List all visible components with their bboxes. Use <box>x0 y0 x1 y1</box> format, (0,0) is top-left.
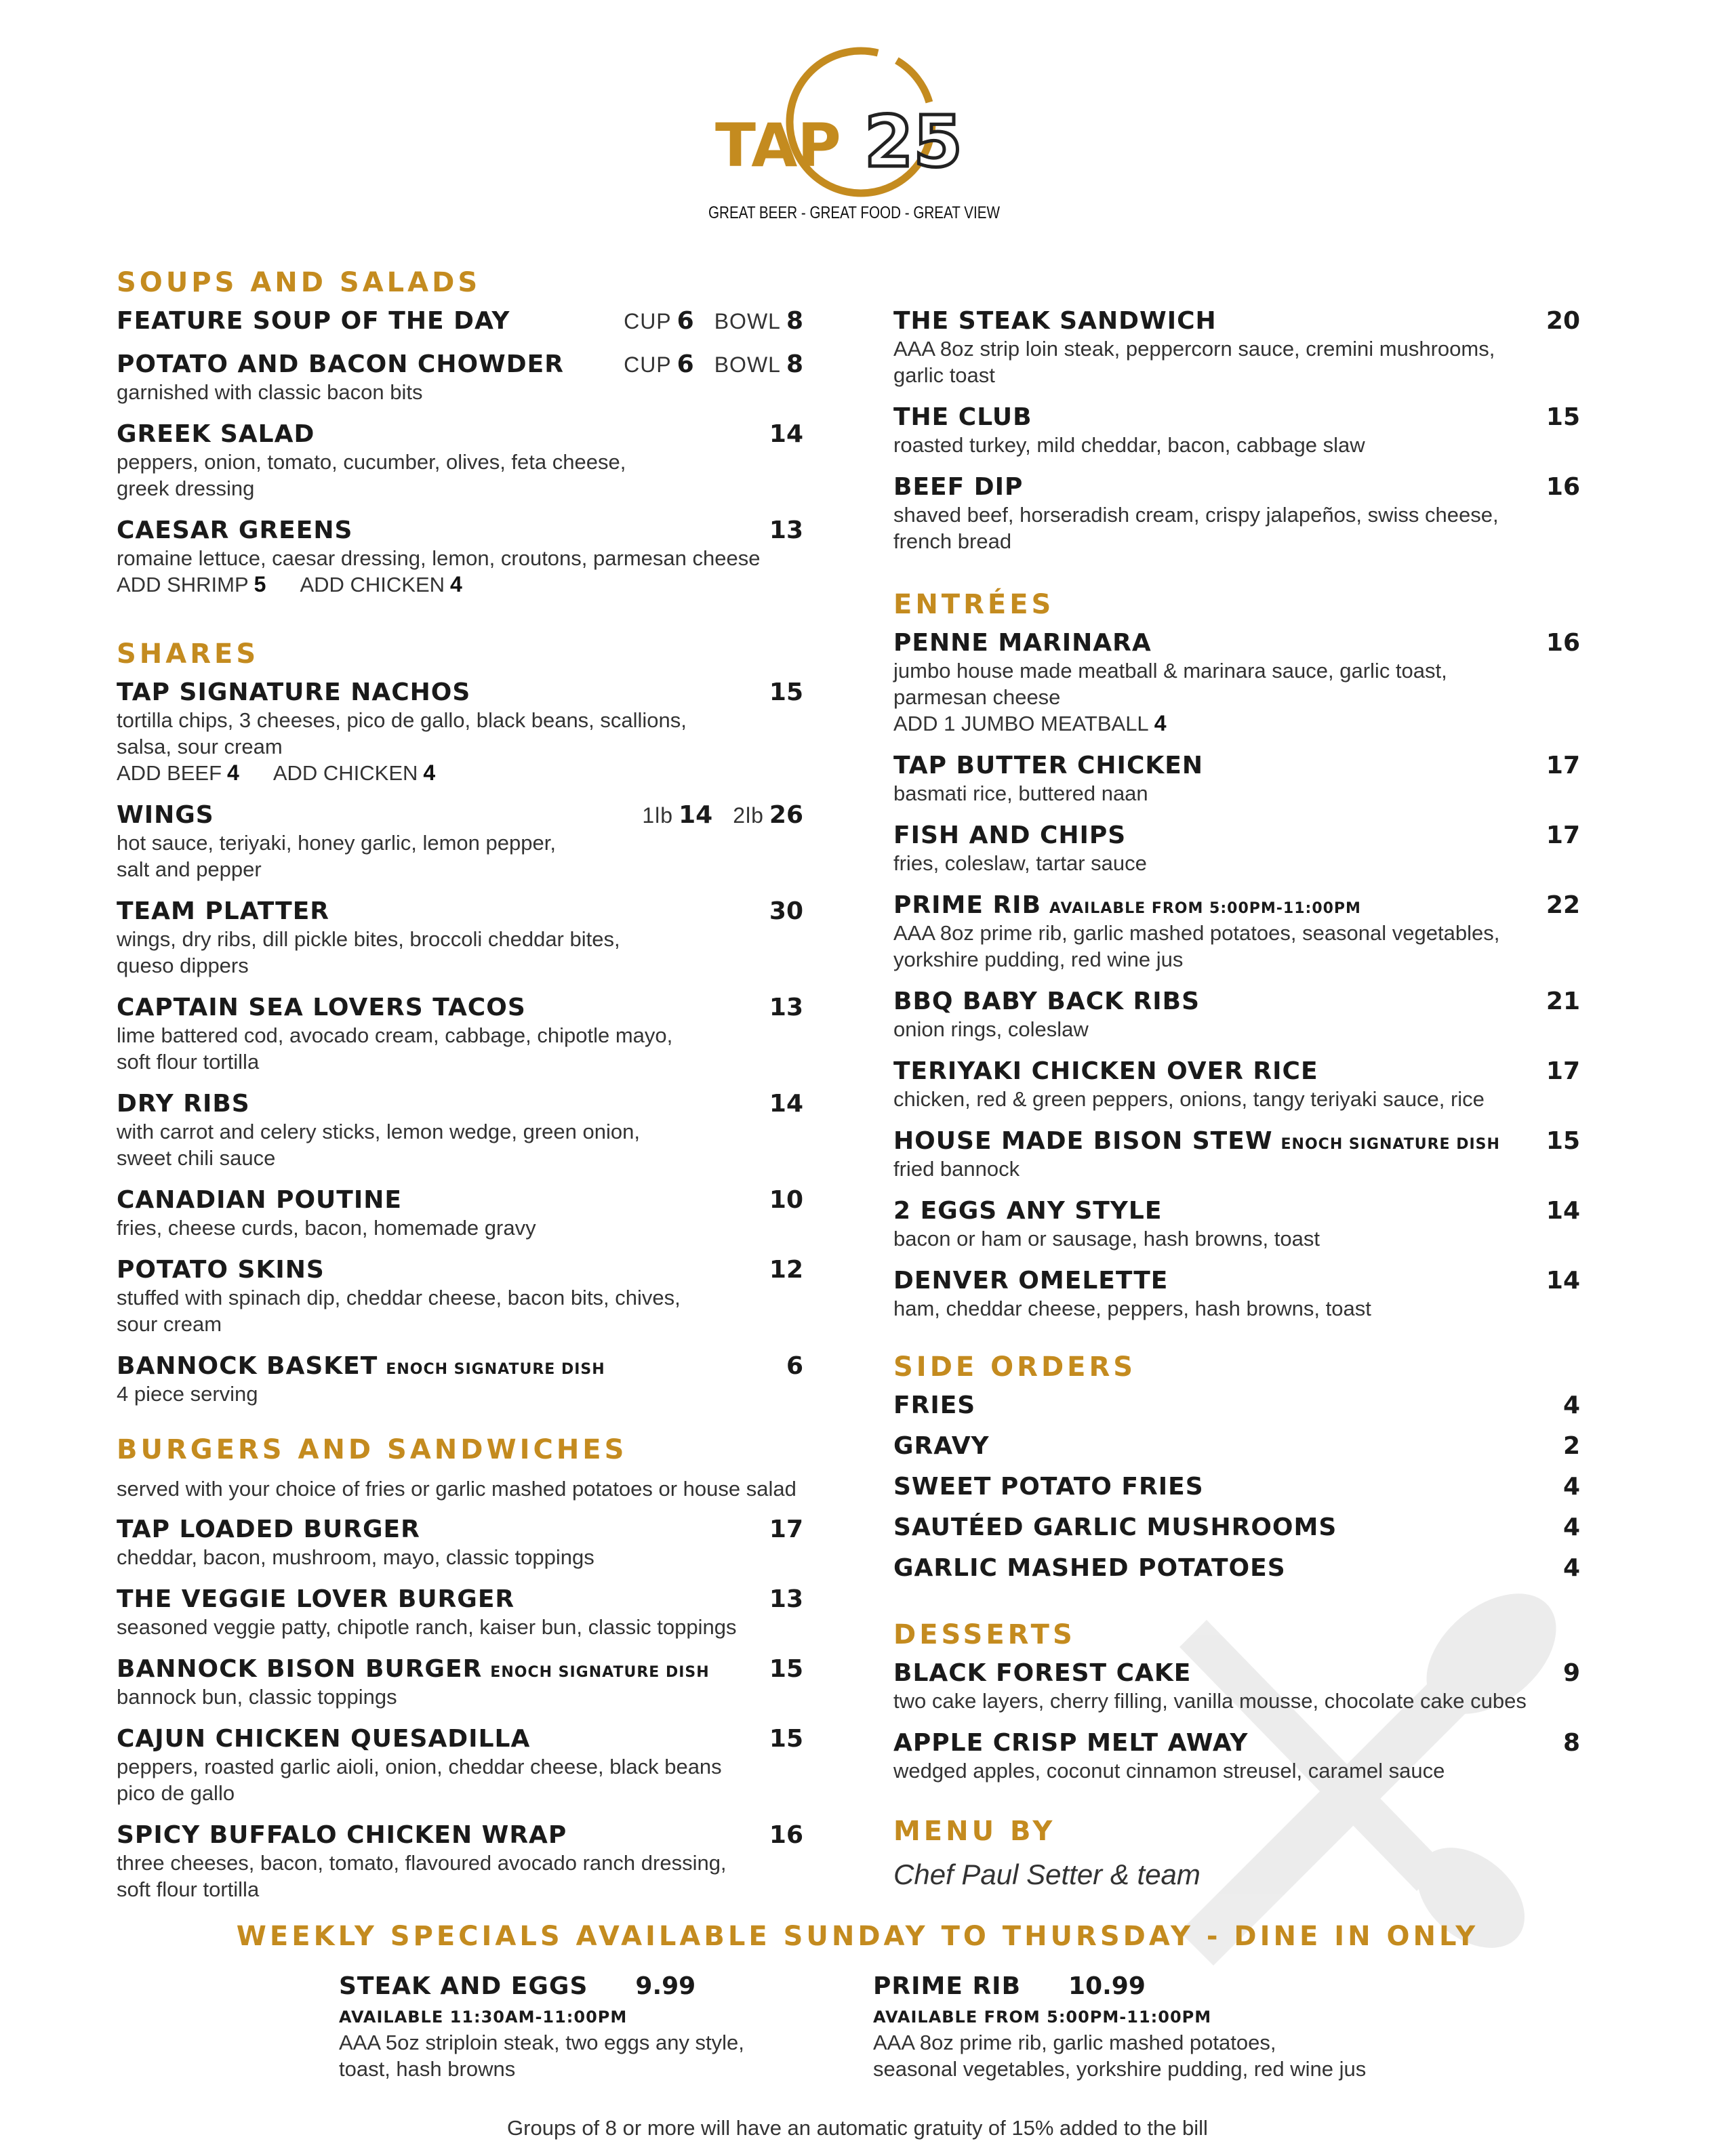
menu-item <box>893 821 1580 876</box>
menu-by-heading: MENU BY <box>893 1816 1056 1847</box>
menu-item-header <box>117 420 803 449</box>
menu-item-title <box>893 1391 975 1419</box>
menu-item-header <box>893 403 1580 432</box>
menu-item-price: 17 <box>1546 821 1580 849</box>
menu-item-description: three cheeses, bacon, tomato, flavoured avocado ranch dressing, <box>117 1851 727 1875</box>
addon-price: 5 <box>254 572 266 596</box>
menu-item-title <box>117 994 526 1021</box>
menu-item-name: CAPTAIN SEA LOVERS TACOS <box>117 994 526 1021</box>
logo-tagline: GREAT BEER - GREAT FOOD - GREAT VIEW <box>708 203 1001 222</box>
menu-item-title <box>117 1725 530 1753</box>
price-size-label: 2lb <box>733 803 764 828</box>
menu-item-description: garlic toast <box>893 363 995 387</box>
special-prime-rib <box>873 1972 1402 2082</box>
menu-item-price: 8 <box>1562 1729 1580 1757</box>
special-name: STEAK AND EGGS <box>339 1972 588 2000</box>
menu-item-price <box>624 307 803 335</box>
section-heading: SOUPS AND SALADS <box>117 267 481 298</box>
menu-item-header <box>893 1729 1580 1757</box>
addon-label: ADD CHICKEN <box>273 761 418 785</box>
menu-item-title <box>893 752 1203 779</box>
menu-item <box>893 1057 1580 1112</box>
menu-item-name: SAUTÉED GARLIC MUSHROOMS <box>893 1513 1337 1541</box>
menu-item <box>893 1729 1580 1784</box>
addon-price: 4 <box>1154 711 1167 735</box>
menu-item-description: lime battered cod, avocado cream, cabbage, chipotle mayo, <box>117 1023 673 1047</box>
menu-item-description: hot sauce, teriyaki, honey garlic, lemon pepper, <box>117 831 556 855</box>
menu-item <box>117 1725 803 1806</box>
menu-item-title <box>117 678 470 706</box>
menu-item-title <box>893 1197 1162 1225</box>
menu-item-title <box>893 1432 990 1460</box>
price-size-label: 1lb <box>642 803 674 828</box>
menu-item-description: yorkshire pudding, red wine jus <box>893 948 1184 971</box>
menu-item-price: 14 <box>769 420 803 448</box>
menu-item-name: APPLE CRISP MELT AWAY <box>893 1729 1249 1757</box>
menu-item-description: seasoned veggie patty, chipotle ranch, kaiser bun, classic toppings <box>117 1615 737 1639</box>
menu-item-header <box>117 1352 803 1381</box>
menu-item-description: french bread <box>893 529 1012 553</box>
menu-item-header <box>117 1256 803 1284</box>
menu-item <box>117 1516 803 1570</box>
menu-item-description: queso dippers <box>117 954 249 977</box>
menu-item-price: 17 <box>1546 752 1580 779</box>
menu-item-price: 21 <box>1546 988 1580 1015</box>
special-price: 10.99 <box>1068 1972 1146 2000</box>
menu-item-name: PENNE MARINARA <box>893 629 1152 657</box>
menu-item <box>893 1391 1580 1420</box>
addon-price: 4 <box>423 760 436 785</box>
menu-item <box>117 678 803 786</box>
section-desserts <box>893 1620 1580 1799</box>
menu-item-name: CANADIAN POUTINE <box>117 1186 402 1214</box>
menu-item-price: 14 <box>769 1090 803 1118</box>
menu-item-description: peppers, onion, tomato, cucumber, olives, feta cheese, <box>117 450 626 474</box>
menu-item-name: CAESAR GREENS <box>117 516 353 544</box>
menu-item-title <box>893 1127 1500 1155</box>
menu-item <box>117 994 803 1075</box>
menu-item-tag: ENOCH SIGNATURE DISH <box>386 1361 605 1378</box>
menu-item-name: BEEF DIP <box>893 473 1024 501</box>
section-heading: DESSERTS <box>893 1619 1076 1650</box>
menu-item-title <box>117 1090 250 1118</box>
menu-item-header <box>893 629 1580 657</box>
menu-item-header <box>893 821 1580 850</box>
menu-item-name: TAP SIGNATURE NACHOS <box>117 678 471 706</box>
menu-item-name: HOUSE MADE BISON STEW <box>893 1127 1273 1155</box>
menu-item-header <box>893 752 1580 780</box>
menu-item <box>117 1821 803 1903</box>
section-heading: SHARES <box>117 638 260 670</box>
menu-item-description: roasted turkey, mild cheddar, bacon, cabbage slaw <box>893 433 1365 457</box>
menu-item-name: TAP LOADED BURGER <box>117 1516 420 1543</box>
menu-item-description: pico de gallo <box>117 1781 235 1805</box>
menu-item <box>117 307 803 335</box>
menu-item <box>893 1473 1580 1501</box>
menu-item <box>893 1197 1580 1252</box>
menu-item <box>117 350 803 405</box>
menu-item-name: FEATURE SOUP OF THE DAY <box>117 307 510 335</box>
menu-item-title <box>117 1256 325 1284</box>
price-value: 8 <box>786 307 803 335</box>
menu-item-name: CAJUN CHICKEN QUESADILLA <box>117 1725 531 1753</box>
menu-item-title <box>117 1352 605 1380</box>
menu-item-tag: AVAILABLE FROM 5:00PM-11:00PM <box>1049 900 1361 917</box>
menu-item-price: 17 <box>769 1516 803 1543</box>
menu-item <box>117 1090 803 1171</box>
menu-item-description: salsa, sour cream <box>117 735 283 758</box>
section-heading: BURGERS AND SANDWICHES <box>117 1434 628 1465</box>
menu-item-description: bannock bun, classic toppings <box>117 1685 397 1709</box>
menu-item-header <box>117 1090 803 1118</box>
menu-item-name: FISH AND CHIPS <box>893 821 1127 849</box>
menu-item-title <box>117 801 214 829</box>
special-desc: AAA 8oz prime rib, garlic mashed potatoes, <box>873 2031 1276 2054</box>
menu-item-price: 9 <box>1562 1659 1580 1687</box>
menu-item <box>117 516 803 598</box>
price-size-label: CUP <box>624 352 672 377</box>
menu-item-header <box>117 350 803 379</box>
menu-item-description: AAA 8oz prime rib, garlic mashed potatoes, seasonal vegetables, <box>893 921 1500 945</box>
menu-item-name: POTATO AND BACON CHOWDER <box>117 350 564 378</box>
logo-number: 25 <box>864 100 963 183</box>
menu-item-description: jumbo house made meatball & marinara sauce, garlic toast, <box>893 659 1447 683</box>
chef-credit: Chef Paul Setter & team <box>893 1858 1200 1890</box>
menu-item-addons <box>893 710 1580 737</box>
menu-item-price: 15 <box>1546 1127 1580 1155</box>
menu-item-title <box>893 891 1361 919</box>
menu-item-price: 13 <box>769 994 803 1021</box>
special-availability: AVAILABLE FROM 5:00PM-11:00PM <box>873 2008 1212 2027</box>
menu-item-name: THE VEGGIE LOVER BURGER <box>117 1585 515 1613</box>
menu-item-title <box>893 307 1217 335</box>
menu-item-header <box>117 1821 803 1850</box>
menu-item-price: 4 <box>1562 1391 1580 1419</box>
menu-item-name: SPICY BUFFALO CHICKEN WRAP <box>117 1821 567 1849</box>
menu-item-description: two cake layers, cherry filling, vanilla mousse, chocolate cake cubes <box>893 1689 1527 1713</box>
menu-item-header <box>893 1513 1580 1542</box>
menu-item-price <box>624 350 803 378</box>
menu-item-price: 15 <box>769 1725 803 1753</box>
menu-item-description: soft flour tortilla <box>117 1050 260 1074</box>
menu-item-price <box>642 801 803 829</box>
menu-item-addons <box>117 760 803 786</box>
section-heading: ENTRÉES <box>893 589 1055 620</box>
menu-item-name: BANNOCK BISON BURGER <box>117 1655 483 1683</box>
menu-item-name: 2 EGGS ANY STYLE <box>893 1197 1163 1225</box>
menu-item-title <box>117 350 564 378</box>
menu-item-name: GRAVY <box>893 1432 990 1460</box>
special-name: PRIME RIB <box>873 1972 1022 2000</box>
menu-item-title <box>893 1729 1248 1757</box>
price-value: 8 <box>786 350 803 378</box>
menu-item-description: ham, cheddar cheese, peppers, hash browns, toast <box>893 1297 1371 1320</box>
menu-item-description: chicken, red & green peppers, onions, tangy teriyaki sauce, rice <box>893 1087 1485 1111</box>
menu-item-price: 4 <box>1562 1473 1580 1501</box>
menu-item-name: THE STEAK SANDWICH <box>893 307 1217 335</box>
menu-item <box>117 801 803 882</box>
menu-item-header <box>117 1725 803 1753</box>
menu-item-description: sweet chili sauce <box>117 1146 276 1170</box>
menu-item-name: DENVER OMELETTE <box>893 1267 1169 1295</box>
menu-item-description: wings, dry ribs, dill pickle bites, broccoli cheddar bites, <box>117 927 620 951</box>
special-desc: toast, hash browns <box>339 2057 516 2081</box>
menu-item-title <box>117 1655 710 1683</box>
special-steak-and-eggs <box>339 1972 868 2082</box>
addon-price: 4 <box>450 572 462 596</box>
menu-item-title <box>893 629 1152 657</box>
menu-item-title <box>893 473 1023 501</box>
menu-item-header <box>893 988 1580 1016</box>
menu-item-name: TAP BUTTER CHICKEN <box>893 752 1203 779</box>
section-sandwiches-continued <box>893 307 1580 569</box>
menu-item-tag: ENOCH SIGNATURE DISH <box>490 1664 710 1681</box>
menu-item <box>117 897 803 979</box>
menu-item-header <box>893 1659 1580 1688</box>
menu-item-description: with carrot and celery sticks, lemon wedge, green onion, <box>117 1120 640 1143</box>
menu-item <box>893 752 1580 807</box>
menu-item-header <box>893 891 1580 920</box>
menu-item-price: 14 <box>1546 1197 1580 1225</box>
menu-item-name: BBQ BABY BACK RIBS <box>893 988 1200 1015</box>
menu-item-title <box>117 1821 567 1849</box>
section-heading: SIDE ORDERS <box>893 1351 1137 1383</box>
addon-label: ADD CHICKEN <box>300 573 445 596</box>
menu-item-header <box>893 1197 1580 1225</box>
menu-item-description: stuffed with spinach dip, cheddar cheese, bacon bits, chives, <box>117 1286 681 1309</box>
menu-item-title <box>117 307 510 335</box>
section-entrees <box>893 590 1580 1337</box>
menu-item-title <box>893 1267 1168 1295</box>
menu-item-header <box>117 1585 803 1614</box>
menu-item-header <box>117 1655 803 1684</box>
menu-item-name: DRY RIBS <box>117 1090 250 1118</box>
menu-item-description: cheddar, bacon, mushroom, mayo, classic toppings <box>117 1545 594 1569</box>
menu-item <box>117 1655 803 1710</box>
menu-item-price: 13 <box>769 1585 803 1613</box>
menu-item-description: 4 piece serving <box>117 1382 258 1406</box>
menu-item <box>893 629 1580 737</box>
menu-item-title <box>893 988 1200 1015</box>
menu-item-title <box>893 821 1126 849</box>
menu-item <box>893 1432 1580 1461</box>
menu-item-addons <box>117 571 803 598</box>
menu-item-description: sour cream <box>117 1312 222 1336</box>
menu-item-price: 2 <box>1562 1432 1580 1460</box>
menu-item-name: GREEK SALAD <box>117 420 315 448</box>
menu-item-description: shaved beef, horseradish cream, crispy jalapeños, swiss cheese, <box>893 503 1499 527</box>
price-value: 26 <box>769 801 803 829</box>
menu-item-header <box>117 801 803 830</box>
menu-item-title <box>117 1585 514 1613</box>
section-side-orders <box>893 1352 1580 1595</box>
addon-label: ADD 1 JUMBO MEATBALL <box>893 712 1149 735</box>
menu-item <box>893 1267 1580 1322</box>
menu-item-price: 15 <box>769 678 803 706</box>
menu-item-header <box>893 473 1580 502</box>
menu-item-description: AAA 8oz strip loin steak, peppercorn sauce, cremini mushrooms, <box>893 337 1495 361</box>
special-availability: AVAILABLE 11:30AM-11:00PM <box>339 2008 628 2027</box>
menu-item-header <box>117 307 803 335</box>
menu-item-description: greek dressing <box>117 476 255 500</box>
menu-item-header <box>893 1473 1580 1501</box>
menu-item-title <box>893 1554 1286 1582</box>
menu-item-description: romaine lettuce, caesar dressing, lemon, croutons, parmesan cheese <box>117 546 761 570</box>
menu-item <box>117 1256 803 1337</box>
gratuity-note: Groups of 8 or more will have an automatic gratuity of 15% added to the bill <box>507 2116 1208 2140</box>
tap25-logo <box>698 41 1010 237</box>
menu-item-price: 4 <box>1562 1513 1580 1541</box>
addon-price: 4 <box>227 760 239 785</box>
menu-item-header <box>117 678 803 707</box>
menu-item-price: 16 <box>1546 629 1580 657</box>
menu-item-title <box>893 403 1032 431</box>
menu-item-price: 15 <box>1546 403 1580 431</box>
menu-item <box>893 1127 1580 1182</box>
menu-item-price: 15 <box>769 1655 803 1683</box>
menu-item <box>893 1554 1580 1583</box>
menu-item-header <box>117 994 803 1022</box>
menu-item-header <box>893 1432 1580 1461</box>
logo-ring-icon <box>698 41 1010 237</box>
menu-item-header <box>893 307 1580 335</box>
menu-item-price: 6 <box>786 1352 803 1380</box>
menu-item <box>893 891 1580 973</box>
menu-item-description: fried bannock <box>893 1157 1020 1181</box>
menu-item <box>893 1513 1580 1542</box>
menu-item-description: soft flour tortilla <box>117 1877 260 1901</box>
menu-item <box>117 1585 803 1640</box>
menu-item-price: 30 <box>769 897 803 925</box>
menu-item-title <box>893 1473 1204 1501</box>
menu-item-name: WINGS <box>117 801 214 829</box>
section-intro: served with your choice of fries or garlic mashed potatoes or house salad <box>117 1477 796 1501</box>
menu-item-name: GARLIC MASHED POTATOES <box>893 1554 1286 1582</box>
menu-item-price: 22 <box>1546 891 1580 919</box>
menu-item <box>117 1352 803 1407</box>
weekly-specials-heading: WEEKLY SPECIALS AVAILABLE SUNDAY TO THURSDAY - DINE IN ONLY <box>236 1921 1479 1952</box>
menu-item <box>893 473 1580 554</box>
menu-item-price: 4 <box>1562 1554 1580 1582</box>
menu-item-price: 16 <box>769 1821 803 1849</box>
menu-item <box>893 988 1580 1042</box>
menu-item-header <box>117 1186 803 1215</box>
menu-item-header <box>893 1554 1580 1583</box>
menu-item <box>117 1186 803 1241</box>
price-value: 14 <box>679 801 713 829</box>
menu-item-description: basmati rice, buttered naan <box>893 781 1148 805</box>
price-value: 6 <box>677 307 694 335</box>
menu-item-price: 17 <box>1546 1057 1580 1085</box>
menu-item-title <box>117 420 315 448</box>
menu-item-name: TEAM PLATTER <box>117 897 330 925</box>
price-size-label: BOWL <box>714 309 781 333</box>
logo-brand: TAP <box>715 110 841 180</box>
menu-item <box>893 1659 1580 1714</box>
menu-item-title <box>117 1516 420 1543</box>
menu-item-price: 10 <box>769 1186 803 1214</box>
menu-item-title <box>893 1513 1337 1541</box>
menu-item-header <box>117 1516 803 1544</box>
menu-item-description: bacon or ham or sausage, hash browns, toast <box>893 1227 1320 1250</box>
menu-item <box>117 420 803 502</box>
menu-item-header <box>893 1391 1580 1420</box>
price-size-label: BOWL <box>714 352 781 377</box>
menu-item-title <box>117 897 329 925</box>
menu-item-title <box>893 1659 1191 1687</box>
menu-item-description: garnished with classic bacon bits <box>117 380 423 404</box>
menu-item-price: 16 <box>1546 473 1580 501</box>
menu-item-price: 13 <box>769 516 803 544</box>
menu-item-header <box>893 1127 1580 1156</box>
menu-item-price: 14 <box>1546 1267 1580 1295</box>
menu-item <box>893 403 1580 458</box>
menu-item <box>893 307 1580 388</box>
menu-item-name: BANNOCK BASKET <box>117 1352 378 1380</box>
menu-item-price: 20 <box>1546 307 1580 335</box>
section-soups-and-salads <box>117 268 803 613</box>
menu-item-title <box>893 1057 1318 1085</box>
menu-item-name: PRIME RIB <box>893 891 1042 919</box>
menu-item-description: salt and pepper <box>117 857 262 881</box>
menu-item-name: THE CLUB <box>893 403 1032 431</box>
menu-item-header <box>893 1057 1580 1086</box>
menu-item-title <box>117 1186 402 1214</box>
menu-by-section <box>893 1816 1580 1891</box>
special-price: 9.99 <box>635 1972 696 2000</box>
menu-item-name: POTATO SKINS <box>117 1256 325 1284</box>
menu-item-header <box>117 516 803 545</box>
menu-item-description: wedged apples, coconut cinnamon streusel, caramel sauce <box>893 1759 1445 1783</box>
menu-item-name: BLACK FOREST CAKE <box>893 1659 1192 1687</box>
menu-item-description: fries, coleslaw, tartar sauce <box>893 851 1147 875</box>
price-value: 6 <box>677 350 694 378</box>
menu-item-price: 12 <box>769 1256 803 1284</box>
section-shares <box>117 639 803 1422</box>
addon-label: ADD BEEF <box>117 761 222 785</box>
menu-item-description: peppers, roasted garlic aioli, onion, cheddar cheese, black beans <box>117 1755 722 1778</box>
price-size-label: CUP <box>624 309 672 333</box>
section-burgers-and-sandwiches <box>117 1435 803 1917</box>
special-desc: AAA 5oz striploin steak, two eggs any style, <box>339 2031 744 2054</box>
menu-item-title <box>117 516 352 544</box>
menu-item-header <box>117 897 803 926</box>
menu-item-header <box>893 1267 1580 1295</box>
addon-label: ADD SHRIMP <box>117 573 249 596</box>
menu-item-name: TERIYAKI CHICKEN OVER RICE <box>893 1057 1318 1085</box>
menu-item-tag: ENOCH SIGNATURE DISH <box>1280 1136 1500 1153</box>
menu-item-name: SWEET POTATO FRIES <box>893 1473 1204 1501</box>
menu-item-description: tortilla chips, 3 cheeses, pico de gallo, black beans, scallions, <box>117 708 687 732</box>
menu-item-description: parmesan cheese <box>893 685 1061 709</box>
menu-item-description: onion rings, coleslaw <box>893 1017 1089 1041</box>
special-desc: seasonal vegetables, yorkshire pudding, red wine jus <box>873 2057 1367 2081</box>
menu-item-name: FRIES <box>893 1391 976 1419</box>
menu-item-description: fries, cheese curds, bacon, homemade gravy <box>117 1216 536 1240</box>
